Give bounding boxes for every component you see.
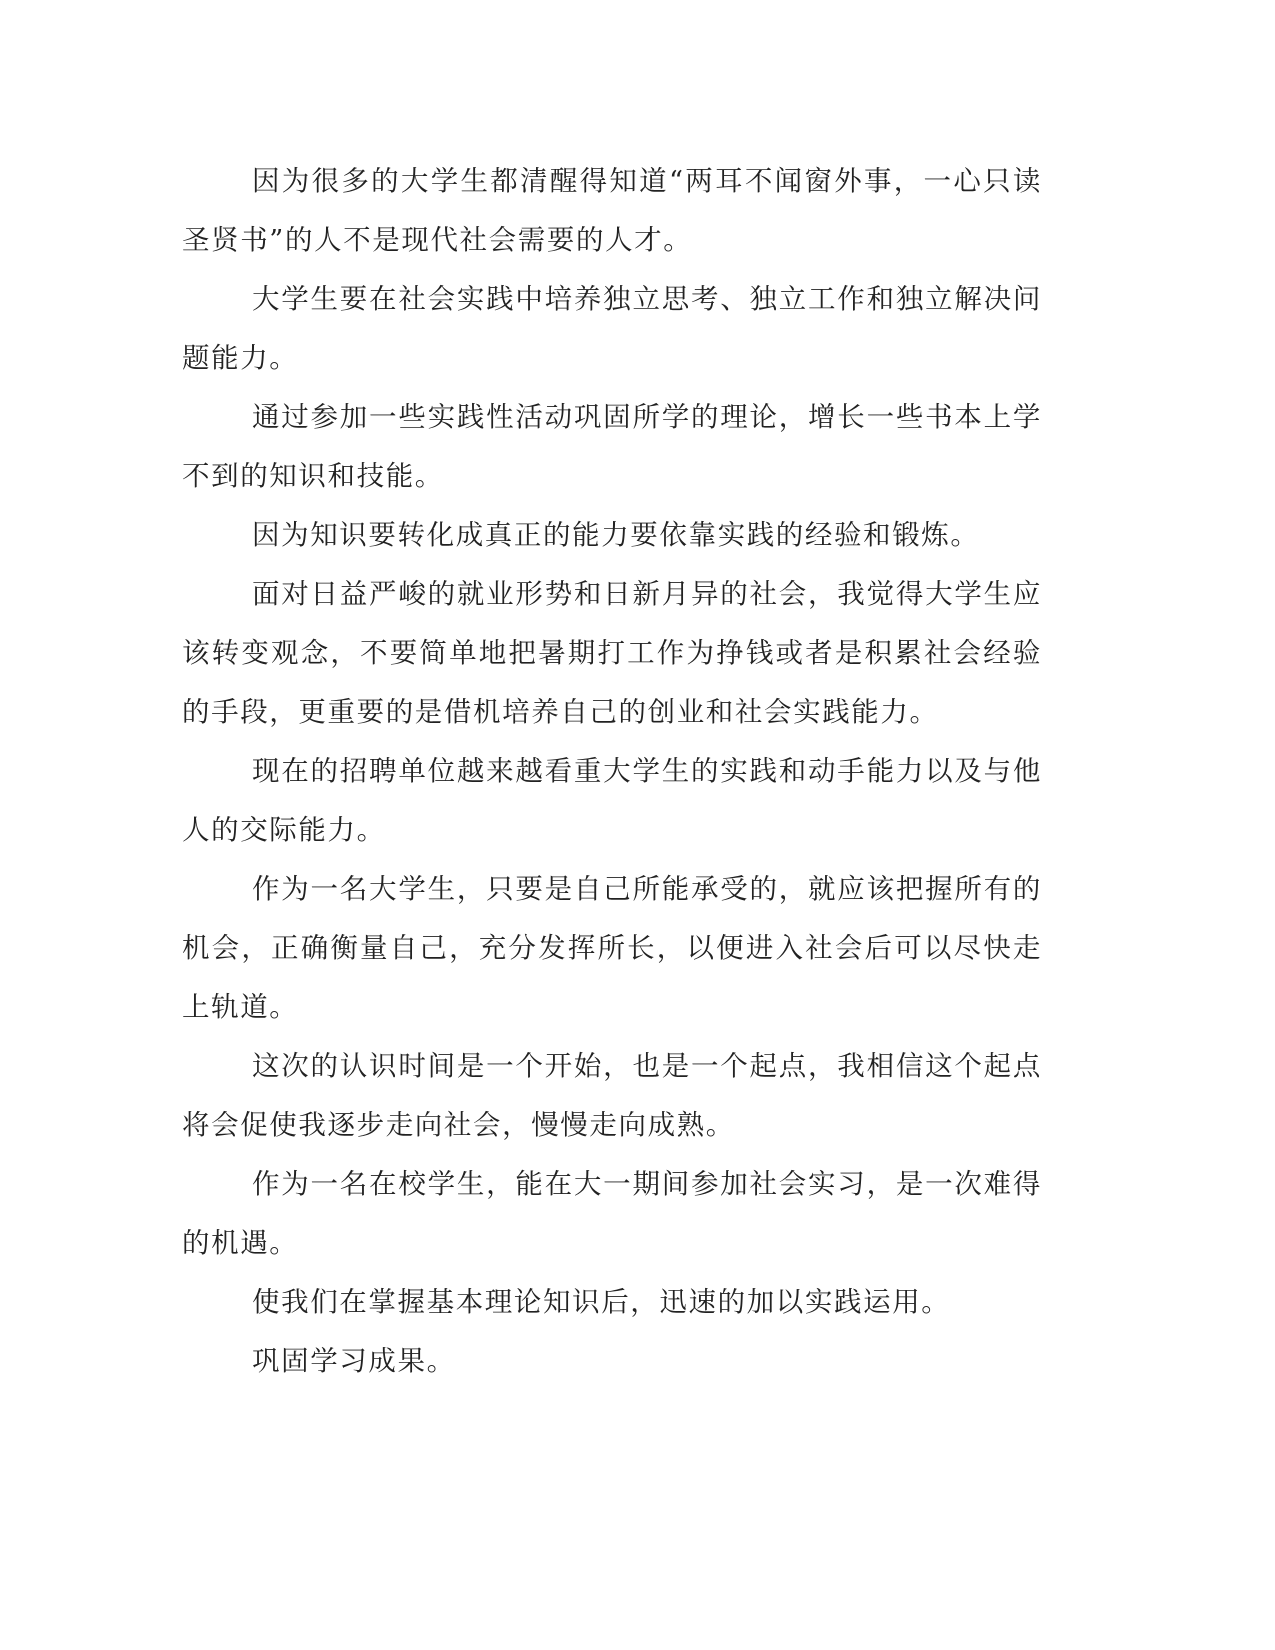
paragraph: 因为很多的大学生都清醒得知道“两耳不闻窗外事，一心只读圣贤书”的人不是现代社会需要的人才。 — [182, 165, 1042, 256]
document-body — [182, 152, 1042, 1391]
paragraph: 使我们在掌握基本理论知识后，迅速的加以实践运用。 — [252, 1286, 951, 1318]
paragraph: 面对日益严峻的就业形势和日新月异的社会，我觉得大学生应该转变观念，不要简单地把暑期打工作为挣钱或者是积累社会经验的手段，更重要的是借机培养自己的创业和社会实践能力。 — [182, 578, 1042, 728]
paragraph: 大学生要在社会实践中培养独立思考、独立工作和独立解决问题能力。 — [182, 283, 1042, 374]
paragraph: 这次的认识时间是一个开始，也是一个起点，我相信这个起点将会促使我逐步走向社会，慢慢走向成熟。 — [182, 1050, 1042, 1141]
paragraph: 巩固学习成果。 — [252, 1345, 456, 1377]
paragraph: 因为知识要转化成真正的能力要依靠实践的经验和锻炼。 — [252, 519, 980, 551]
paragraph: 通过参加一些实践性活动巩固所学的理论，增长一些书本上学不到的知识和技能。 — [182, 401, 1042, 492]
paragraph: 作为一名在校学生，能在大一期间参加社会实习，是一次难得的机遇。 — [182, 1168, 1042, 1259]
paragraph: 作为一名大学生，只要是自己所能承受的，就应该把握所有的机会，正确衡量自己，充分发挥所长，以便进入社会后可以尽快走上轨道。 — [182, 873, 1042, 1023]
paragraph: 现在的招聘单位越来越看重大学生的实践和动手能力以及与他人的交际能力。 — [182, 755, 1042, 846]
